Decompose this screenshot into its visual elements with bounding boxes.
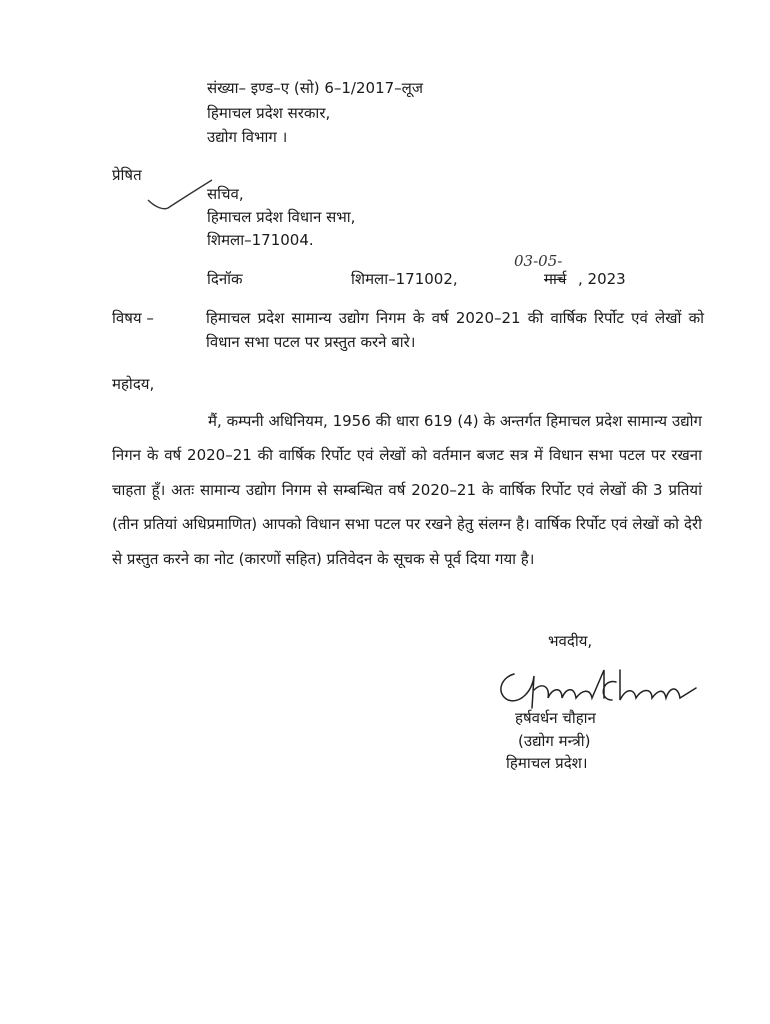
recipient-city: शिमला–171004. [207,231,314,249]
recipient-org: हिमाचल प्रदेश विधान सभा, [207,208,356,226]
signatory-state: हिमाचल प्रदेश। [506,754,588,772]
body-paragraph [112,404,702,576]
signature [492,664,707,712]
body-text: मैं, कम्पनी अधिनियम, 1956 की धारा 619 (4) के अन्तर्गत हिमाचल प्रदेश सामान्य उद्योग निगन के वर्ष 2020–21 की वार्षिक रिर्पोट एवं लेखों को वर्तमान बजट सत्र में विधान सभा पटल पर रखना चाहता हूँ। अतः सामान्य उद्योग निगम से सम्बन्धित वर्ष 2020–21 के वार्षिक रिर्पोट एवं लेखों की 3 प्रतियां (तीन प्रतियां अधिप्रमाणित) आपको विधान सभा पटल पर रखने हेतु संलग्न है। वार्षिक रिर्पोट एवं लेखों को देरी से प्रस्तुत करने का नोट (कारणों सहित) प्रतिवेदन के सूचक से पूर्व दिया गया है। [112,412,702,568]
sender-label: प्रेषित [112,166,142,184]
department-name: उद्योग विभाग । [207,128,288,146]
check-mark [146,178,216,214]
subject-text: हिमाचल प्रदेश सामान्य उद्योग निगम के वर्ष 2020–21 की वार्षिक रिर्पोट एवं लेखों को विधान सभा पटल पर प्रस्तुत करने बारे। [206,309,704,351]
signatory-designation: (उद्योग मन्त्री) [518,732,591,750]
closing: भवदीय, [548,632,593,650]
reference-number: संख्या– इण्ड–ए (सो) 6–1/2017–लूज [207,79,423,97]
salutation: महोदय, [112,375,155,393]
date-year: , 2023 [578,270,626,288]
handwritten-date: 03-05- [514,252,563,270]
struck-month: मार्च [544,270,567,288]
subject-label: विषय – [112,309,154,327]
date-label: दिनॉक [207,270,243,288]
signatory-name: हर्षवर्धन चौहान [515,709,596,727]
government-name: हिमाचल प्रदेश सरकार, [207,104,331,122]
recipient-title: सचिव, [207,185,244,203]
date-place: शिमला–171002, [351,270,458,288]
